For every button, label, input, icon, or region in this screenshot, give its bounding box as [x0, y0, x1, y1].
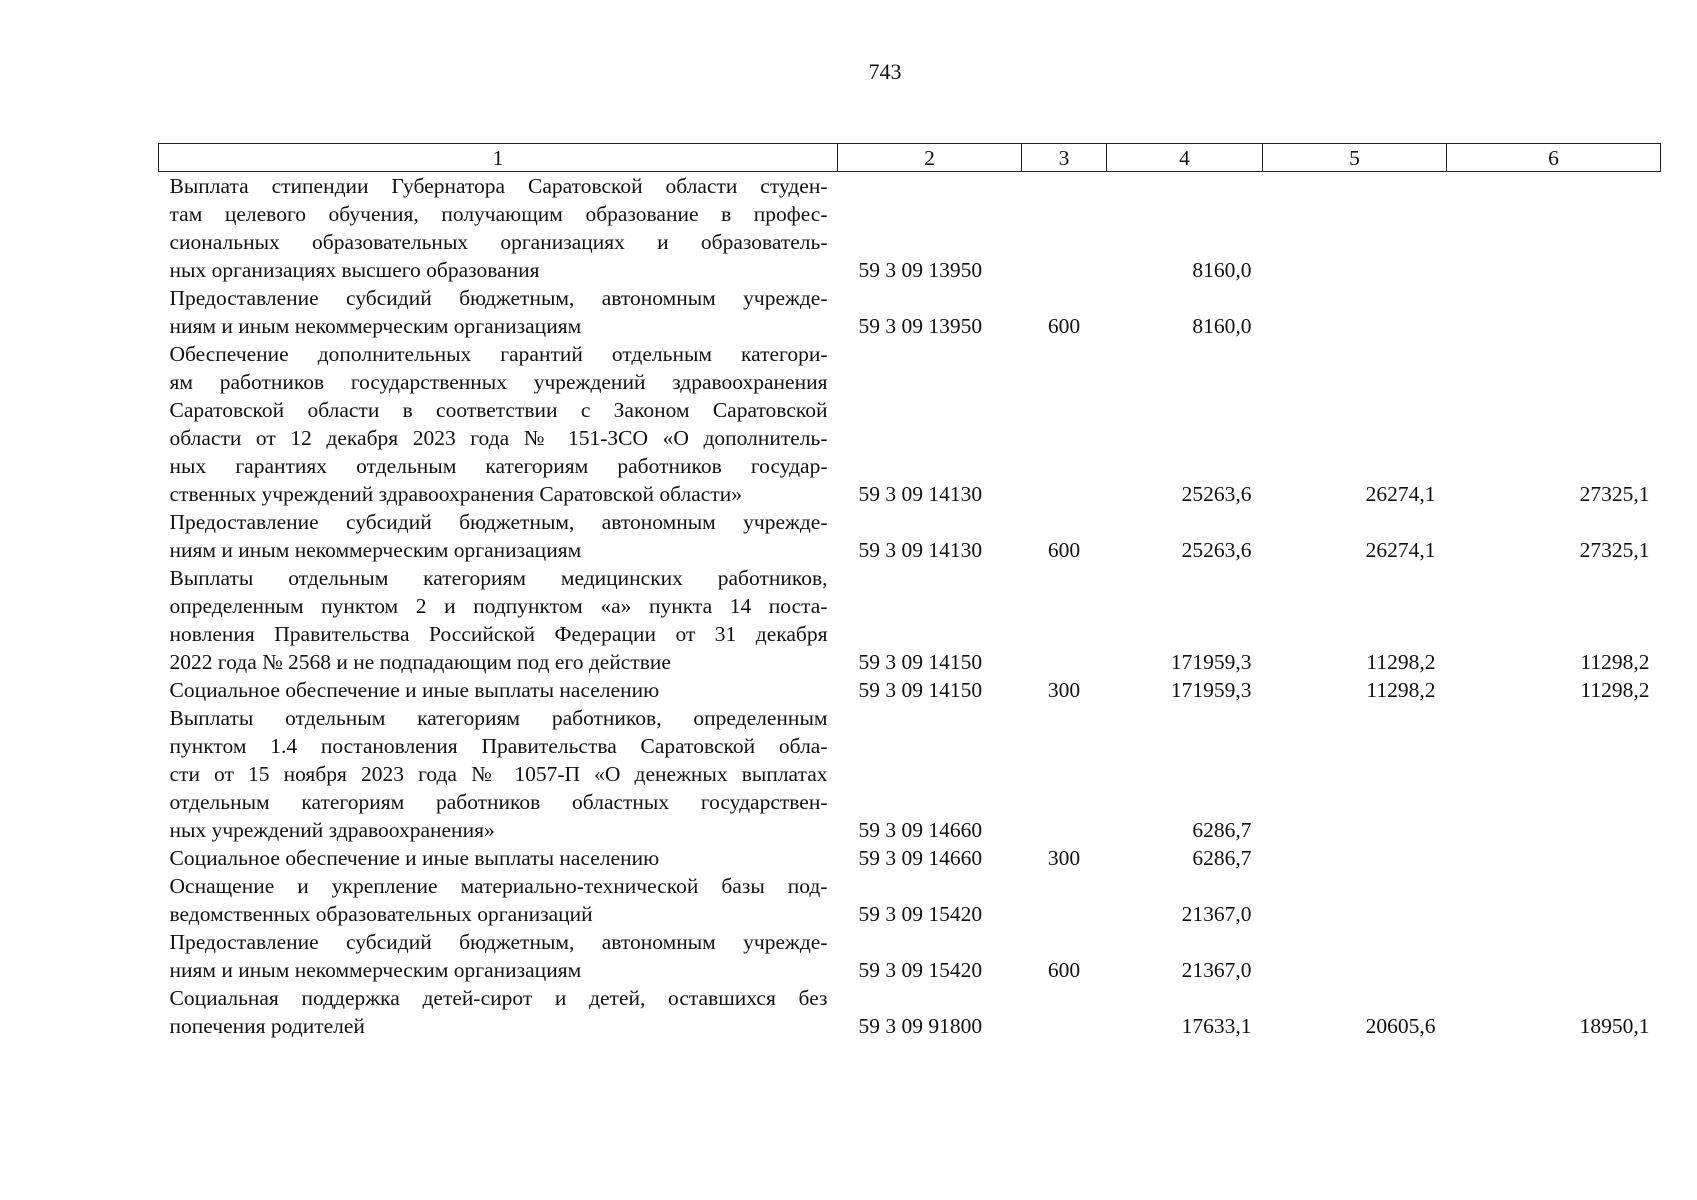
row-value-col5: 26274,1: [1365, 482, 1436, 506]
row-value-col6: [1447, 844, 1661, 872]
row-expense-type: [1022, 340, 1107, 508]
table-row: [159, 564, 1661, 676]
row-value-col6: [1447, 704, 1661, 844]
header-row: [159, 144, 1661, 172]
row-code: 59 3 09 15420: [858, 958, 983, 982]
row-value-col4: 25263,6: [1181, 482, 1252, 506]
table-row: [159, 844, 1661, 872]
row-code: 59 3 09 91800: [858, 1014, 983, 1038]
row-name-line: ведомственных образовательных организаций: [169, 902, 593, 926]
row-name-line: сиональных образовательных организациях и образователь-: [169, 230, 828, 254]
table-row: [159, 508, 1661, 564]
row-name: [159, 844, 838, 872]
row-code: 59 3 09 14130: [858, 482, 983, 506]
row-expense-type: [1022, 564, 1107, 676]
row-name: [159, 872, 838, 928]
row-expense-type: 600: [1047, 314, 1081, 338]
row-name-line: ных гарантиях отдельным категориям работников государ-: [169, 454, 828, 478]
row-name-line: там целевого обучения, получающим образование в профес-: [169, 202, 828, 226]
row-value-col4: 171959,3: [1170, 678, 1252, 702]
row-name-line: ниям и иным некоммерческим организациям: [169, 538, 582, 562]
row-value-col4: 21367,0: [1181, 902, 1252, 926]
row-name-line: определенным пунктом 2 и подпунктом «а» пункта 14 поста-: [169, 594, 828, 618]
row-name: [159, 676, 838, 704]
row-name: [159, 284, 838, 340]
row-value-col6: 11298,2: [1580, 678, 1650, 702]
row-expense-type: 600: [1047, 958, 1081, 982]
row-name: [159, 564, 838, 676]
row-name-line: Социальное обеспечение и иные выплаты населению: [169, 846, 660, 870]
table-row: [159, 172, 1661, 285]
row-name-line: Саратовской области в соответствии с Законом Саратовской: [169, 398, 828, 422]
row-expense-type: [1022, 704, 1107, 844]
row-code: 59 3 09 15420: [858, 902, 983, 926]
table-row: [159, 676, 1661, 704]
row-value-col5: [1263, 844, 1447, 872]
row-name-line: Предоставление субсидий бюджетным, автономным учрежде-: [169, 286, 828, 310]
row-code: 59 3 09 14150: [858, 678, 983, 702]
table-row: [159, 984, 1661, 1040]
row-code: 59 3 09 14660: [858, 846, 983, 870]
row-expense-type: 300: [1047, 678, 1081, 702]
row-name: [159, 704, 838, 844]
row-expense-type: [1022, 984, 1107, 1040]
row-value-col6: [1447, 928, 1661, 984]
row-name-line: ниям и иным некоммерческим организациям: [169, 314, 582, 338]
table-row: [159, 340, 1661, 508]
row-value-col5: [1263, 172, 1447, 285]
row-value-col5: [1263, 704, 1447, 844]
row-name-line: ных организациях высшего образования: [169, 258, 540, 282]
budget-table: [158, 143, 1661, 1040]
row-expense-type: 600: [1047, 538, 1081, 562]
row-value-col4: 17633,1: [1181, 1014, 1252, 1038]
header-col-1: 1: [159, 144, 838, 172]
table-row: [159, 284, 1661, 340]
header-col-5: 5: [1263, 144, 1447, 172]
row-value-col6: 11298,2: [1580, 650, 1650, 674]
row-code: 59 3 09 13950: [858, 314, 983, 338]
row-value-col6: [1447, 872, 1661, 928]
row-name-line: Предоставление субсидий бюджетным, автономным учрежде-: [169, 510, 828, 534]
row-value-col4: 6286,7: [1192, 846, 1252, 870]
page-number: 743: [868, 59, 902, 84]
table-header: [159, 144, 1661, 172]
row-value-col6: 27325,1: [1579, 482, 1650, 506]
row-value-col4: 8160,0: [1192, 314, 1252, 338]
row-code: 59 3 09 14150: [858, 650, 983, 674]
row-name-line: Социальное обеспечение и иные выплаты населению: [169, 678, 660, 702]
row-name-line: Выплаты отдельным категориям медицинских работников,: [169, 566, 828, 590]
header-col-6: 6: [1447, 144, 1661, 172]
header-col-2: 2: [838, 144, 1022, 172]
row-code: 59 3 09 14660: [858, 818, 983, 842]
row-name-line: Обеспечение дополнительных гарантий отдельным категори-: [169, 342, 828, 366]
row-value-col5: 11298,2: [1366, 678, 1436, 702]
row-value-col4: 6286,7: [1192, 818, 1252, 842]
row-value-col5: 26274,1: [1365, 538, 1436, 562]
row-name-line: пунктом 1.4 постановления Правительства Саратовской обла-: [169, 734, 828, 758]
row-value-col6: 18950,1: [1579, 1014, 1650, 1038]
row-name-line: Выплата стипендии Губернатора Саратовской области студен-: [169, 174, 828, 198]
row-name-line: Социальная поддержка детей-сирот и детей, оставшихся без: [169, 986, 828, 1010]
table-row: [159, 928, 1661, 984]
row-value-col4: 171959,3: [1170, 650, 1252, 674]
row-name: [159, 928, 838, 984]
row-name: [159, 340, 838, 508]
row-code: 59 3 09 13950: [858, 258, 983, 282]
row-name-line: Выплаты отдельным категориям работников, определенным: [169, 706, 828, 730]
row-name-line: ных учреждений здравоохранения»: [169, 818, 495, 842]
row-name-line: Предоставление субсидий бюджетным, автономным учрежде-: [169, 930, 828, 954]
row-value-col5: [1263, 928, 1447, 984]
row-name: [159, 984, 838, 1040]
row-name-line: сти от 15 ноября 2023 года № 1057-П «О денежных выплатах: [169, 762, 828, 786]
row-value-col4: 21367,0: [1181, 958, 1252, 982]
row-code: 59 3 09 14130: [858, 538, 983, 562]
row-name-line: ственных учреждений здравоохранения Саратовской области»: [169, 482, 743, 506]
row-value-col5: 11298,2: [1366, 650, 1436, 674]
row-value-col6: [1447, 284, 1661, 340]
table-row: [159, 872, 1661, 928]
row-name-line: ям работников государственных учреждений здравоохранения: [169, 370, 828, 394]
row-name-line: 2022 года № 2568 и не подпадающим под его действие: [169, 650, 671, 674]
row-value-col5: [1263, 284, 1447, 340]
row-value-col5: [1263, 872, 1447, 928]
table-body: [159, 172, 1661, 1041]
header-col-4: 4: [1107, 144, 1263, 172]
table-row: [159, 704, 1661, 844]
row-name-line: попечения родителей: [169, 1014, 365, 1038]
row-name-line: новления Правительства Российской Федерации от 31 декабря: [169, 622, 828, 646]
row-name: [159, 508, 838, 564]
row-value-col4: 8160,0: [1192, 258, 1252, 282]
row-value-col6: 27325,1: [1579, 538, 1650, 562]
header-col-3: 3: [1022, 144, 1107, 172]
row-name-line: отдельным категориям работников областных государствен-: [169, 790, 828, 814]
row-name: [159, 172, 838, 285]
row-expense-type: [1022, 172, 1107, 285]
row-name-line: области от 12 декабря 2023 года № 151-ЗСО «О дополнитель-: [169, 426, 828, 450]
row-name-line: Оснащение и укрепление материально-технической базы под-: [169, 874, 828, 898]
row-expense-type: 300: [1047, 846, 1081, 870]
row-expense-type: [1022, 872, 1107, 928]
row-value-col4: 25263,6: [1181, 538, 1252, 562]
row-name-line: ниям и иным некоммерческим организациям: [169, 958, 582, 982]
row-value-col6: [1447, 172, 1661, 285]
row-value-col5: 20605,6: [1365, 1014, 1436, 1038]
